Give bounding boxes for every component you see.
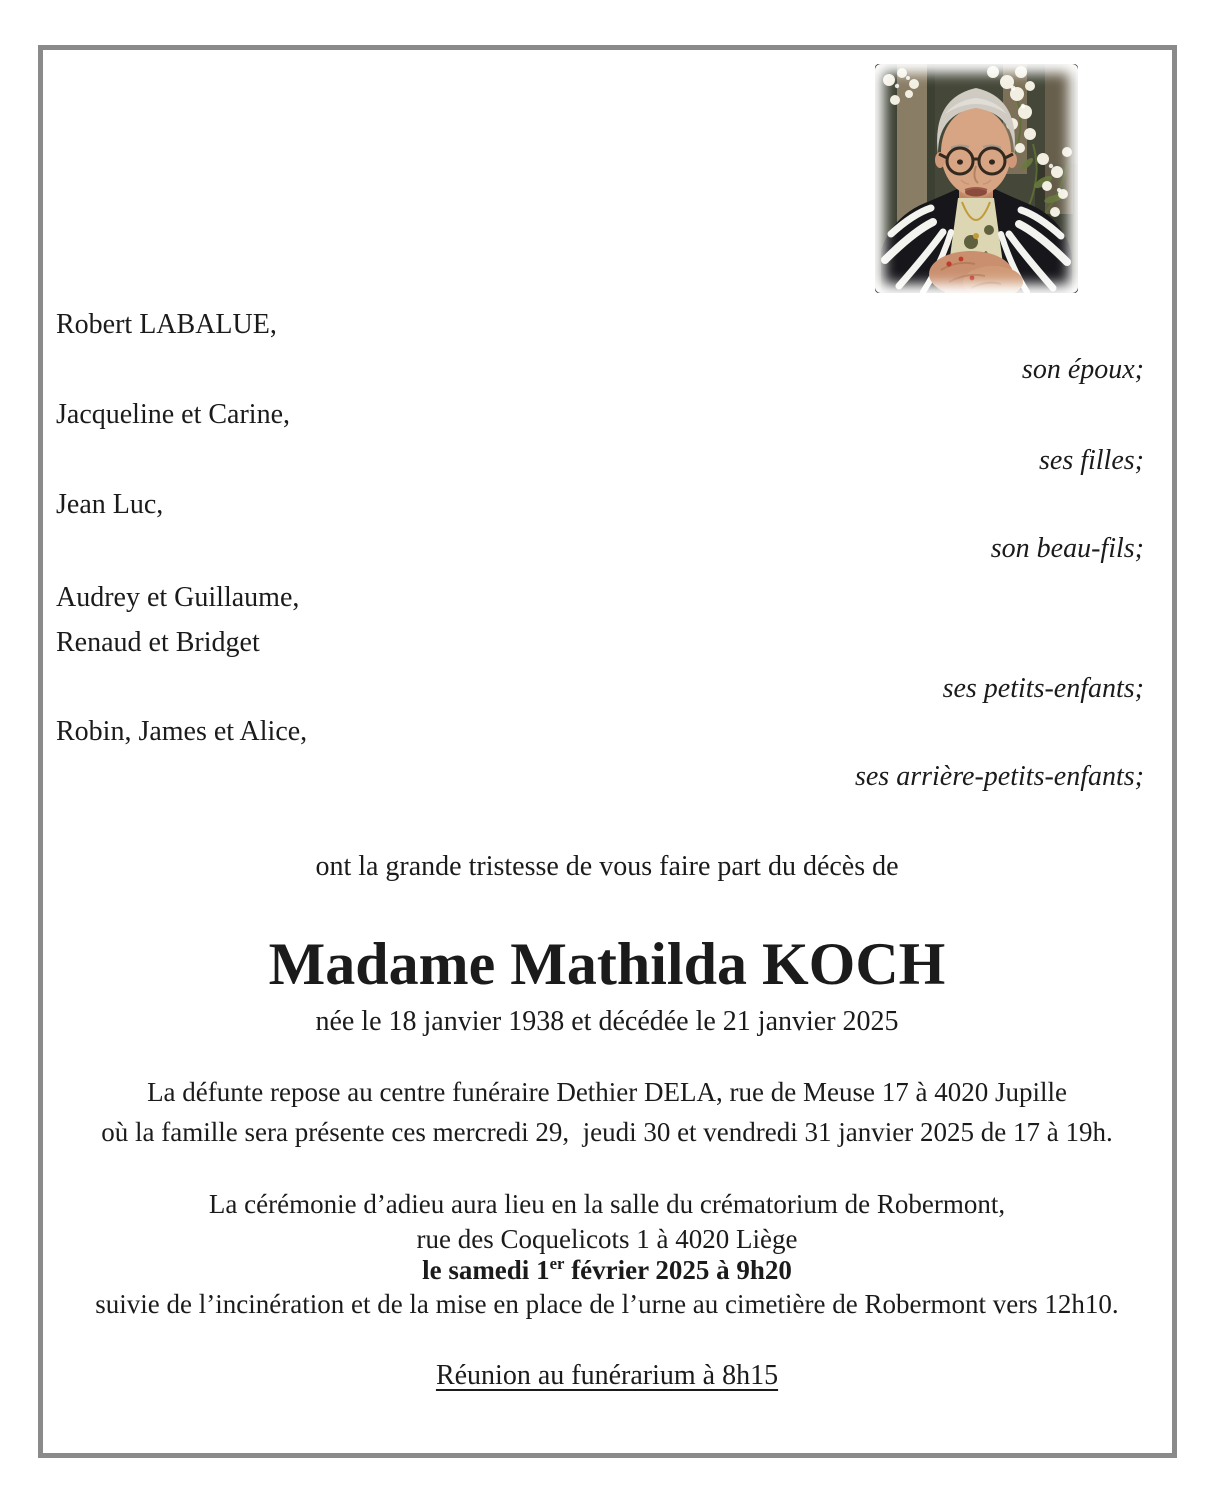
- family-line-daughters-names: Jacqueline et Carine,: [56, 399, 291, 430]
- family-line-grandchildren-2: Renaud et Bridget: [56, 627, 260, 658]
- ceremony-address-line: rue des Coquelicots 1 à 4020 Liège: [416, 1224, 798, 1254]
- ceremony-location-line: La cérémonie d’adieu aura lieu en la salle du crématorium de Robermont,: [208, 1189, 1006, 1219]
- portrait-photo: [875, 64, 1078, 293]
- ceremony-date-prefix: le samedi 1: [422, 1255, 550, 1285]
- deceased-name: Madame Mathilda KOCH: [268, 931, 946, 997]
- relation-label-son-in-law: son beau-fils;: [990, 533, 1144, 564]
- ceremony-datetime-line: [44, 1252, 1170, 1288]
- relation-label-daughters: ses filles;: [1039, 445, 1144, 476]
- family-line-great-grandchildren: Robin, James et Alice,: [56, 716, 308, 747]
- announcement-intro: ont la grande tristesse de vous faire part du décès de: [315, 851, 899, 882]
- ceremony-date-ordinal: er: [549, 1254, 565, 1273]
- visitation-schedule-line: où la famille sera présente ces mercredi 29, jeudi 30 et vendredi 31 janvier 2025 de 17 à 19h.: [101, 1117, 1113, 1147]
- visitation-location-line: La défunte repose au centre funéraire Dethier DELA, rue de Meuse 17 à 4020 Jupille: [147, 1077, 1067, 1107]
- portrait-photo-illustration: [875, 64, 1078, 293]
- relation-label-husband: son époux;: [1021, 354, 1144, 385]
- family-line-husband-name: Robert LABALUE,: [56, 309, 277, 340]
- cremation-burial-line: suivie de l’incinération et de la mise en place de l’urne au cimetière de Robermont vers 12h10.: [95, 1289, 1119, 1319]
- relation-label-great-grandchildren: ses arrière-petits-enfants;: [854, 761, 1144, 792]
- family-line-grandchildren-1: Audrey et Guillaume,: [56, 582, 300, 613]
- birth-death-dates: née le 18 janvier 1938 et décédée le 21 janvier 2025: [315, 1006, 899, 1037]
- relation-label-grandchildren: ses petits-enfants;: [942, 673, 1144, 704]
- meeting-time-line: Réunion au funérarium à 8h15: [435, 1360, 779, 1391]
- ceremony-date-suffix: février 2025 à 9h20: [564, 1255, 792, 1285]
- family-line-son-in-law-name: Jean Luc,: [56, 489, 164, 520]
